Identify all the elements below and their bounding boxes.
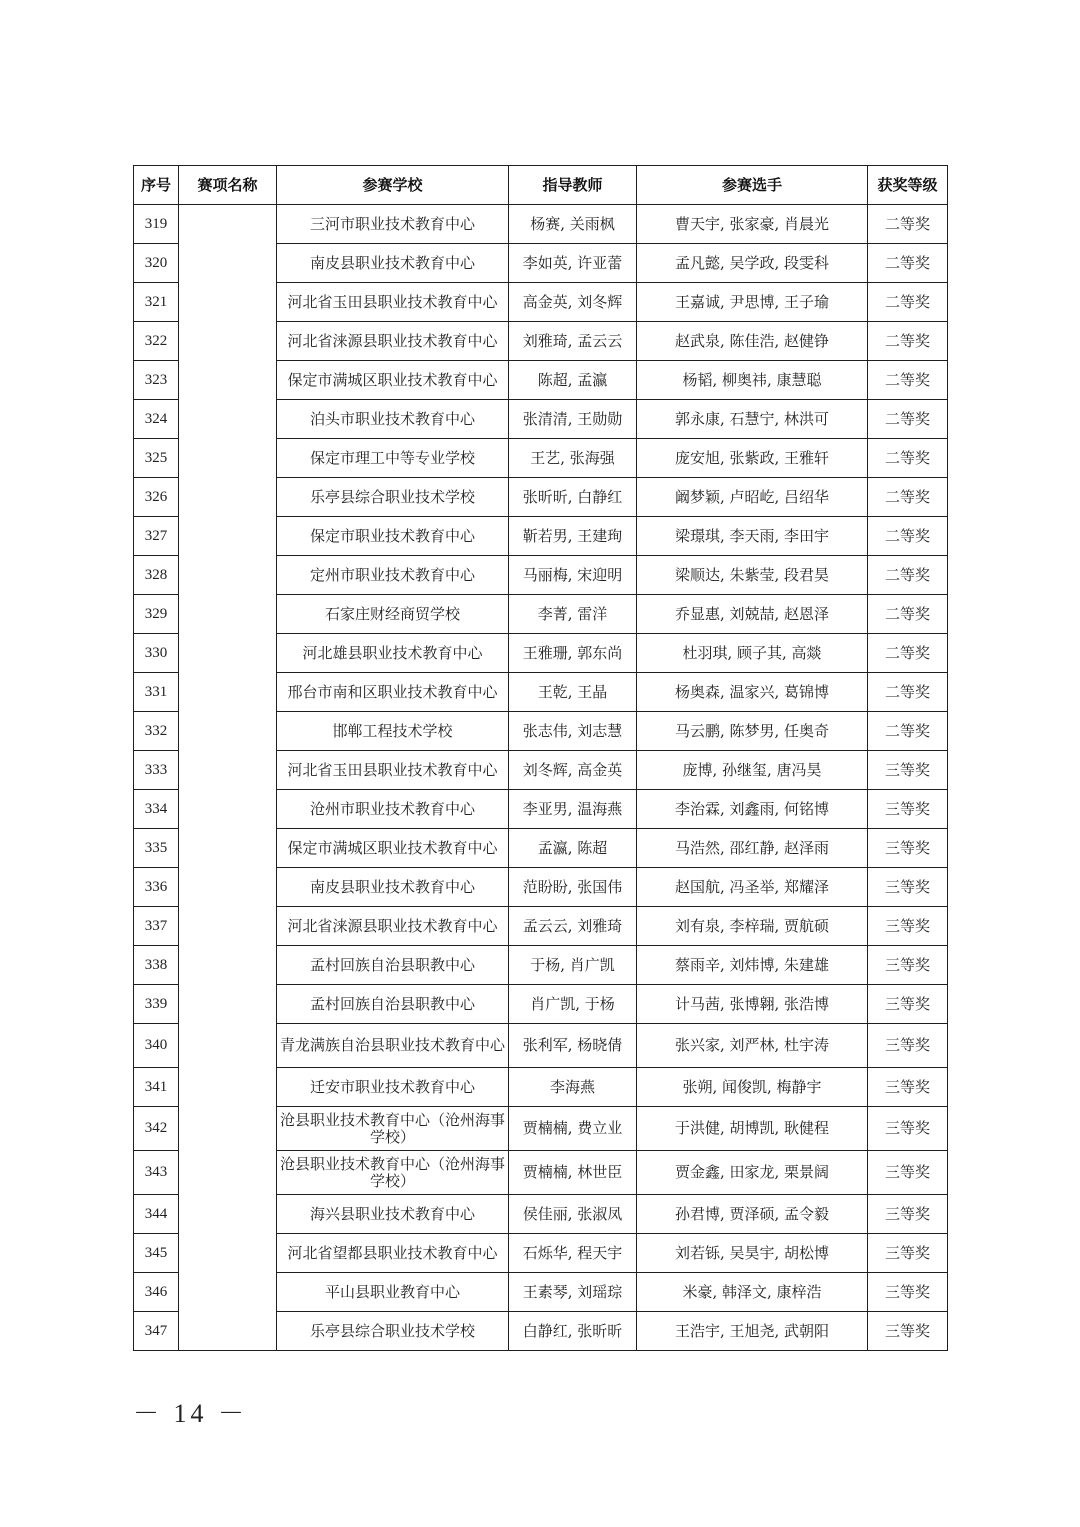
cell-seq: 341	[134, 1068, 179, 1107]
cell-award: 三等奖	[868, 1068, 948, 1107]
cell-teachers: 杨赛, 关雨枫	[509, 205, 637, 244]
cell-seq: 336	[134, 868, 179, 907]
cell-school: 沧县职业技术教育中心（沧州海事学校）	[277, 1107, 509, 1151]
cell-school: 海兴县职业技术教育中心	[277, 1195, 509, 1234]
cell-school: 邢台市南和区职业技术教育中心	[277, 673, 509, 712]
cell-students: 庞安旭, 张紫政, 王雅轩	[637, 439, 868, 478]
cell-teachers: 张昕昕, 白静红	[509, 478, 637, 517]
cell-school: 孟村回族自治县职教中心	[277, 946, 509, 985]
cell-award: 三等奖	[868, 1024, 948, 1068]
cell-award: 二等奖	[868, 634, 948, 673]
cell-students: 孟凡懿, 吴学政, 段雯科	[637, 244, 868, 283]
cell-teachers: 刘冬辉, 高金英	[509, 751, 637, 790]
cell-school: 沧州市职业技术教育中心	[277, 790, 509, 829]
cell-school: 河北雄县职业技术教育中心	[277, 634, 509, 673]
cell-students: 马浩然, 邵红静, 赵泽雨	[637, 829, 868, 868]
cell-seq: 335	[134, 829, 179, 868]
cell-award: 二等奖	[868, 556, 948, 595]
cell-seq: 326	[134, 478, 179, 517]
cell-award: 三等奖	[868, 1107, 948, 1151]
cell-school: 河北省玉田县职业技术教育中心	[277, 751, 509, 790]
cell-teachers: 肖广凯, 于杨	[509, 985, 637, 1024]
cell-award: 二等奖	[868, 712, 948, 751]
cell-school: 邯郸工程技术学校	[277, 712, 509, 751]
cell-teachers: 李海燕	[509, 1068, 637, 1107]
cell-school: 石家庄财经商贸学校	[277, 595, 509, 634]
cell-students: 刘有泉, 李梓瑞, 贾航硕	[637, 907, 868, 946]
cell-seq: 333	[134, 751, 179, 790]
cell-students: 李治霖, 刘鑫雨, 何铭博	[637, 790, 868, 829]
cell-seq: 342	[134, 1107, 179, 1151]
cell-seq: 323	[134, 361, 179, 400]
cell-students: 曹天宇, 张家豪, 肖晨光	[637, 205, 868, 244]
cell-teachers: 张利军, 杨晓倩	[509, 1024, 637, 1068]
cell-award: 二等奖	[868, 283, 948, 322]
cell-teachers: 侯佳丽, 张淑凤	[509, 1195, 637, 1234]
cell-teachers: 石烁华, 程天宇	[509, 1234, 637, 1273]
header-teachers: 指导教师	[509, 166, 637, 205]
cell-award: 三等奖	[868, 790, 948, 829]
cell-seq: 337	[134, 907, 179, 946]
cell-seq: 332	[134, 712, 179, 751]
cell-seq: 343	[134, 1151, 179, 1195]
cell-award: 二等奖	[868, 673, 948, 712]
cell-teachers: 白静红, 张昕昕	[509, 1312, 637, 1351]
cell-students: 梁璟琪, 李天雨, 李田宇	[637, 517, 868, 556]
cell-students: 马云鹏, 陈梦男, 任奥奇	[637, 712, 868, 751]
cell-seq: 329	[134, 595, 179, 634]
cell-teachers: 高金英, 刘冬辉	[509, 283, 637, 322]
cell-students: 张兴家, 刘严林, 杜宇涛	[637, 1024, 868, 1068]
cell-seq: 324	[134, 400, 179, 439]
cell-award: 二等奖	[868, 400, 948, 439]
cell-award: 三等奖	[868, 1234, 948, 1273]
header-award: 获奖等级	[868, 166, 948, 205]
cell-seq: 334	[134, 790, 179, 829]
cell-seq: 345	[134, 1234, 179, 1273]
cell-school: 沧县职业技术教育中心（沧州海事学校）	[277, 1151, 509, 1195]
cell-teachers: 李菁, 雷洋	[509, 595, 637, 634]
cell-students: 孙君博, 贾泽硕, 孟令毅	[637, 1195, 868, 1234]
cell-award: 二等奖	[868, 205, 948, 244]
cell-award: 二等奖	[868, 322, 948, 361]
cell-school: 河北省涞源县职业技术教育中心	[277, 907, 509, 946]
cell-seq: 330	[134, 634, 179, 673]
cell-school: 三河市职业技术教育中心	[277, 205, 509, 244]
cell-seq: 344	[134, 1195, 179, 1234]
cell-award: 三等奖	[868, 907, 948, 946]
header-school: 参赛学校	[277, 166, 509, 205]
cell-teachers: 王雅珊, 郭东尚	[509, 634, 637, 673]
cell-award: 三等奖	[868, 868, 948, 907]
header-students: 参赛选手	[637, 166, 868, 205]
cell-students: 张朔, 闻俊凯, 梅静宇	[637, 1068, 868, 1107]
cell-seq: 340	[134, 1024, 179, 1068]
cell-seq: 319	[134, 205, 179, 244]
cell-teachers: 靳若男, 王建珣	[509, 517, 637, 556]
cell-teachers: 王艺, 张海强	[509, 439, 637, 478]
cell-students: 乔显惠, 刘兢喆, 赵恩泽	[637, 595, 868, 634]
cell-teachers: 孟瀛, 陈超	[509, 829, 637, 868]
table-body	[134, 205, 948, 1351]
cell-school: 南皮县职业技术教育中心	[277, 244, 509, 283]
cell-seq: 321	[134, 283, 179, 322]
cell-seq: 338	[134, 946, 179, 985]
cell-school: 定州市职业技术教育中心	[277, 556, 509, 595]
cell-school: 南皮县职业技术教育中心	[277, 868, 509, 907]
table-row	[134, 205, 948, 244]
cell-school: 泊头市职业技术教育中心	[277, 400, 509, 439]
cell-students: 米豪, 韩泽文, 康梓浩	[637, 1273, 868, 1312]
cell-students: 梁顺达, 朱紫莹, 段君昊	[637, 556, 868, 595]
cell-award: 二等奖	[868, 517, 948, 556]
cell-school: 保定市职业技术教育中心	[277, 517, 509, 556]
cell-award: 三等奖	[868, 829, 948, 868]
cell-seq: 339	[134, 985, 179, 1024]
cell-students: 于洪健, 胡博凯, 耿健程	[637, 1107, 868, 1151]
cell-teachers: 贾楠楠, 费立业	[509, 1107, 637, 1151]
cell-award: 三等奖	[868, 1312, 948, 1351]
cell-award: 二等奖	[868, 478, 948, 517]
cell-award: 三等奖	[868, 985, 948, 1024]
header-seq: 序号	[134, 166, 179, 205]
cell-students: 贾金鑫, 田家龙, 栗景阔	[637, 1151, 868, 1195]
table-header-row	[134, 166, 948, 205]
cell-seq: 320	[134, 244, 179, 283]
cell-award: 三等奖	[868, 1273, 948, 1312]
cell-teachers: 陈超, 孟瀛	[509, 361, 637, 400]
cell-students: 赵武泉, 陈佳浩, 赵健铮	[637, 322, 868, 361]
cell-students: 赵国航, 冯圣举, 郑耀泽	[637, 868, 868, 907]
cell-school: 乐亭县综合职业技术学校	[277, 478, 509, 517]
cell-teachers: 王素琴, 刘瑶琮	[509, 1273, 637, 1312]
header-event: 赛项名称	[179, 166, 277, 205]
cell-teachers: 刘雅琦, 孟云云	[509, 322, 637, 361]
cell-seq: 346	[134, 1273, 179, 1312]
cell-teachers: 王乾, 王晶	[509, 673, 637, 712]
page-number: － 14 －	[133, 1399, 249, 1428]
cell-event	[179, 205, 277, 1351]
cell-students: 蔡雨辛, 刘炜博, 朱建雄	[637, 946, 868, 985]
cell-school: 保定市满城区职业技术教育中心	[277, 829, 509, 868]
cell-teachers: 李如英, 许亚蕾	[509, 244, 637, 283]
cell-award: 三等奖	[868, 946, 948, 985]
cell-students: 杜羽琪, 顾子其, 高燚	[637, 634, 868, 673]
cell-award: 三等奖	[868, 1151, 948, 1195]
cell-school: 孟村回族自治县职教中心	[277, 985, 509, 1024]
cell-seq: 322	[134, 322, 179, 361]
cell-students: 刘若铄, 吴昊宇, 胡松博	[637, 1234, 868, 1273]
cell-seq: 331	[134, 673, 179, 712]
cell-award: 二等奖	[868, 439, 948, 478]
cell-students: 庞博, 孙继玺, 唐冯昊	[637, 751, 868, 790]
cell-award: 二等奖	[868, 595, 948, 634]
cell-award: 二等奖	[868, 361, 948, 400]
cell-school: 迁安市职业技术教育中心	[277, 1068, 509, 1107]
cell-seq: 325	[134, 439, 179, 478]
cell-teachers: 马丽梅, 宋迎明	[509, 556, 637, 595]
cell-school: 青龙满族自治县职业技术教育中心	[277, 1024, 509, 1068]
cell-students: 杨奥森, 温家兴, 葛锦博	[637, 673, 868, 712]
cell-seq: 328	[134, 556, 179, 595]
cell-teachers: 张清清, 王勋勋	[509, 400, 637, 439]
cell-students: 王嘉诚, 尹思博, 王子瑜	[637, 283, 868, 322]
cell-award: 三等奖	[868, 1195, 948, 1234]
cell-students: 杨韬, 柳奥祎, 康慧聪	[637, 361, 868, 400]
cell-teachers: 张志伟, 刘志慧	[509, 712, 637, 751]
cell-students: 计马茜, 张博翱, 张浩博	[637, 985, 868, 1024]
cell-award: 三等奖	[868, 751, 948, 790]
cell-students: 郭永康, 石慧宁, 林洪可	[637, 400, 868, 439]
cell-school: 乐亭县综合职业技术学校	[277, 1312, 509, 1351]
cell-school: 保定市满城区职业技术教育中心	[277, 361, 509, 400]
cell-seq: 327	[134, 517, 179, 556]
cell-seq: 347	[134, 1312, 179, 1351]
cell-school: 河北省涞源县职业技术教育中心	[277, 322, 509, 361]
cell-teachers: 贾楠楠, 林世臣	[509, 1151, 637, 1195]
cell-teachers: 孟云云, 刘雅琦	[509, 907, 637, 946]
cell-teachers: 范盼盼, 张国伟	[509, 868, 637, 907]
cell-school: 河北省望都县职业技术教育中心	[277, 1234, 509, 1273]
cell-teachers: 李亚男, 温海燕	[509, 790, 637, 829]
cell-school: 河北省玉田县职业技术教育中心	[277, 283, 509, 322]
cell-award: 二等奖	[868, 244, 948, 283]
cell-students: 阚梦颖, 卢昭屹, 吕绍华	[637, 478, 868, 517]
award-table	[133, 165, 948, 1351]
cell-students: 王浩宇, 王旭尧, 武朝阳	[637, 1312, 868, 1351]
cell-school: 平山县职业教育中心	[277, 1273, 509, 1312]
cell-school: 保定市理工中等专业学校	[277, 439, 509, 478]
cell-teachers: 于杨, 肖广凯	[509, 946, 637, 985]
